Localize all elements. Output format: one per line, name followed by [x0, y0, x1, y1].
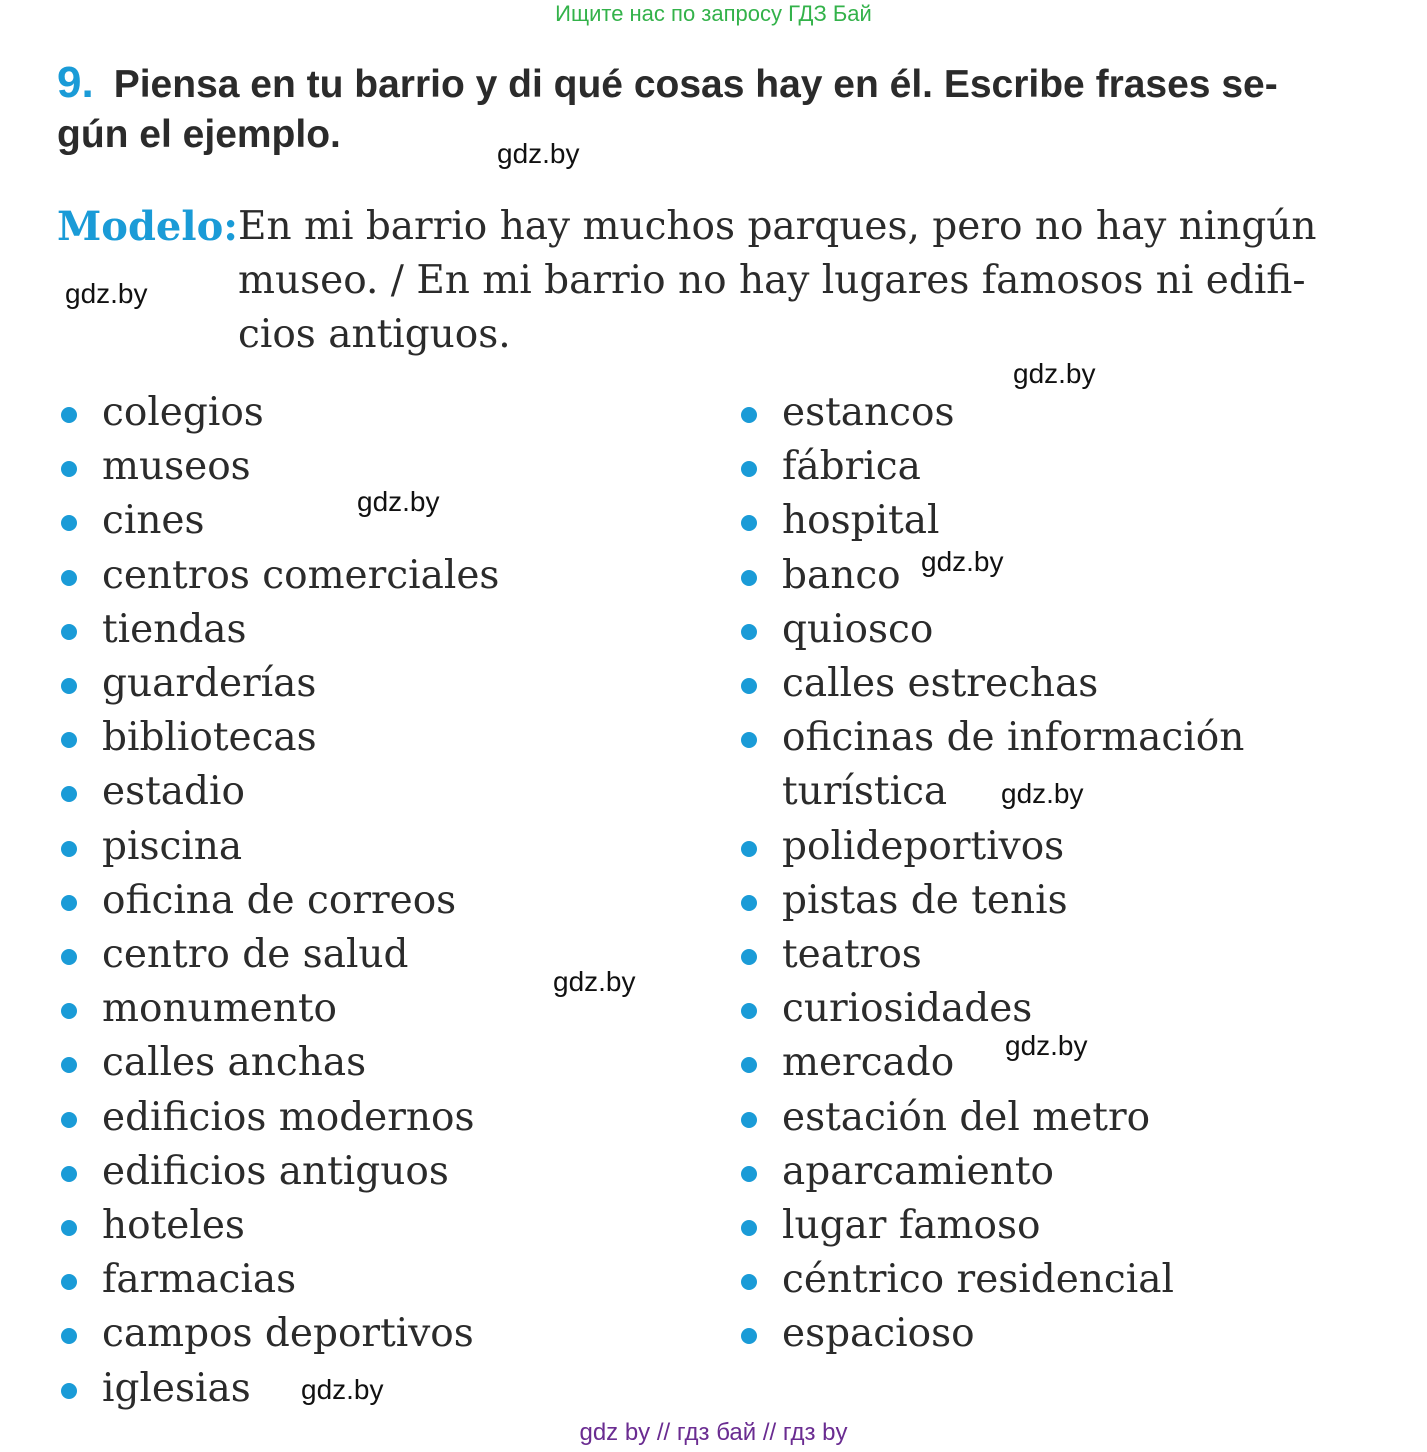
bullet-icon: [61, 895, 77, 911]
bullet-icon: [741, 895, 757, 911]
bullet-icon: [61, 1383, 77, 1399]
list-item: aparcamiento: [737, 1145, 1244, 1199]
list-item: calles anchas: [57, 1036, 499, 1090]
list-item: centros comerciales: [57, 549, 499, 603]
watermark: gdz.by: [357, 486, 440, 517]
list-item: iglesias: [57, 1362, 499, 1416]
list-item: fábrica: [737, 440, 1244, 494]
list-item: edificios modernos: [57, 1091, 499, 1145]
list-item: edificios antiguos: [57, 1145, 499, 1199]
list-item: espacioso: [737, 1307, 1244, 1361]
watermark: gdz.by: [1005, 1030, 1088, 1061]
list-item: pistas de tenis: [737, 874, 1244, 928]
bullet-icon: [61, 949, 77, 965]
list-item: hoteles: [57, 1199, 499, 1253]
bullet-icon: [61, 1274, 77, 1290]
list-item: estación del metro: [737, 1091, 1244, 1145]
list-item: hospital: [737, 494, 1244, 548]
list-item: monumento: [57, 982, 499, 1036]
list-item: oficinas de información turística: [737, 711, 1244, 819]
list-item: oficina de correos: [57, 874, 499, 928]
task-heading: [57, 58, 1397, 160]
bullet-icon: [61, 678, 77, 694]
watermark: gdz.by: [1013, 358, 1096, 389]
watermark: gdz.by: [497, 138, 580, 169]
right-word-list: [737, 386, 1244, 1362]
bullet-icon: [61, 1112, 77, 1128]
modelo-line: cios antiguos.: [238, 312, 511, 357]
watermark: gdz.by: [553, 966, 636, 997]
bullet-icon: [741, 461, 757, 477]
bullet-icon: [741, 407, 757, 423]
list-item: lugar famoso: [737, 1199, 1244, 1253]
modelo-line: En mi barrio hay muchos parques, pero no hay ningún: [238, 204, 1317, 249]
bullet-icon: [61, 1166, 77, 1182]
watermark: gdz.by: [1001, 778, 1084, 809]
top-banner: Ищите нас по запросу ГДЗ Бай: [555, 1, 872, 26]
task-number: 9.: [57, 58, 94, 107]
list-item: estadio: [57, 765, 499, 819]
bullet-icon: [741, 949, 757, 965]
bullet-icon: [741, 624, 757, 640]
list-item: guarderías: [57, 657, 499, 711]
task-text-line-1: Piensa en tu barrio y di qué cosas hay en él. Escribe frases se-: [113, 63, 1278, 106]
bullet-icon: [741, 1220, 757, 1236]
list-item: céntrico residencial: [737, 1253, 1244, 1307]
bullet-icon: [61, 732, 77, 748]
bullet-icon: [741, 1003, 757, 1019]
bullet-icon: [61, 1057, 77, 1073]
list-item: polideportivos: [737, 820, 1244, 874]
bullet-icon: [61, 461, 77, 477]
list-item: campos deportivos: [57, 1307, 499, 1361]
modelo-label: Modelo:: [57, 203, 239, 250]
list-item: bibliotecas: [57, 711, 499, 765]
list-item: banco: [737, 549, 1244, 603]
task-text-line-2: gún el ejemplo.: [57, 113, 341, 156]
list-item: cines: [57, 494, 499, 548]
watermark: gdz.by: [65, 278, 148, 309]
watermark: gdz.by: [921, 546, 1004, 577]
footer-links: gdz by // гдз бай // гдз by: [579, 1419, 848, 1446]
bullet-icon: [61, 841, 77, 857]
list-item: calles estrechas: [737, 657, 1244, 711]
list-item: museos: [57, 440, 499, 494]
left-word-list: [57, 386, 499, 1416]
list-item: teatros: [737, 928, 1244, 982]
list-item: tiendas: [57, 603, 499, 657]
bullet-icon: [741, 678, 757, 694]
bullet-icon: [61, 786, 77, 802]
bullet-icon: [61, 570, 77, 586]
bullet-icon: [741, 1112, 757, 1128]
bullet-icon: [61, 1328, 77, 1344]
list-item: mercado: [737, 1036, 1244, 1090]
modelo-text: [238, 200, 1398, 362]
bullet-icon: [61, 515, 77, 531]
list-item: curiosidades: [737, 982, 1244, 1036]
bullet-icon: [741, 841, 757, 857]
bullet-icon: [741, 1328, 757, 1344]
modelo-line: museo. / En mi barrio no hay lugares famosos ni edifi-: [238, 258, 1306, 303]
list-item: piscina: [57, 820, 499, 874]
list-item: farmacias: [57, 1253, 499, 1307]
bullet-icon: [741, 515, 757, 531]
list-item: estancos: [737, 386, 1244, 440]
list-item: centro de salud: [57, 928, 499, 982]
bullet-icon: [741, 1274, 757, 1290]
bullet-icon: [61, 407, 77, 423]
bullet-icon: [741, 1057, 757, 1073]
bullet-icon: [741, 570, 757, 586]
watermark: gdz.by: [301, 1374, 384, 1405]
list-item: quiosco: [737, 603, 1244, 657]
bullet-icon: [61, 1003, 77, 1019]
bullet-icon: [741, 732, 757, 748]
bullet-icon: [61, 1220, 77, 1236]
bullet-icon: [741, 1166, 757, 1182]
list-item: colegios: [57, 386, 499, 440]
bullet-icon: [61, 624, 77, 640]
